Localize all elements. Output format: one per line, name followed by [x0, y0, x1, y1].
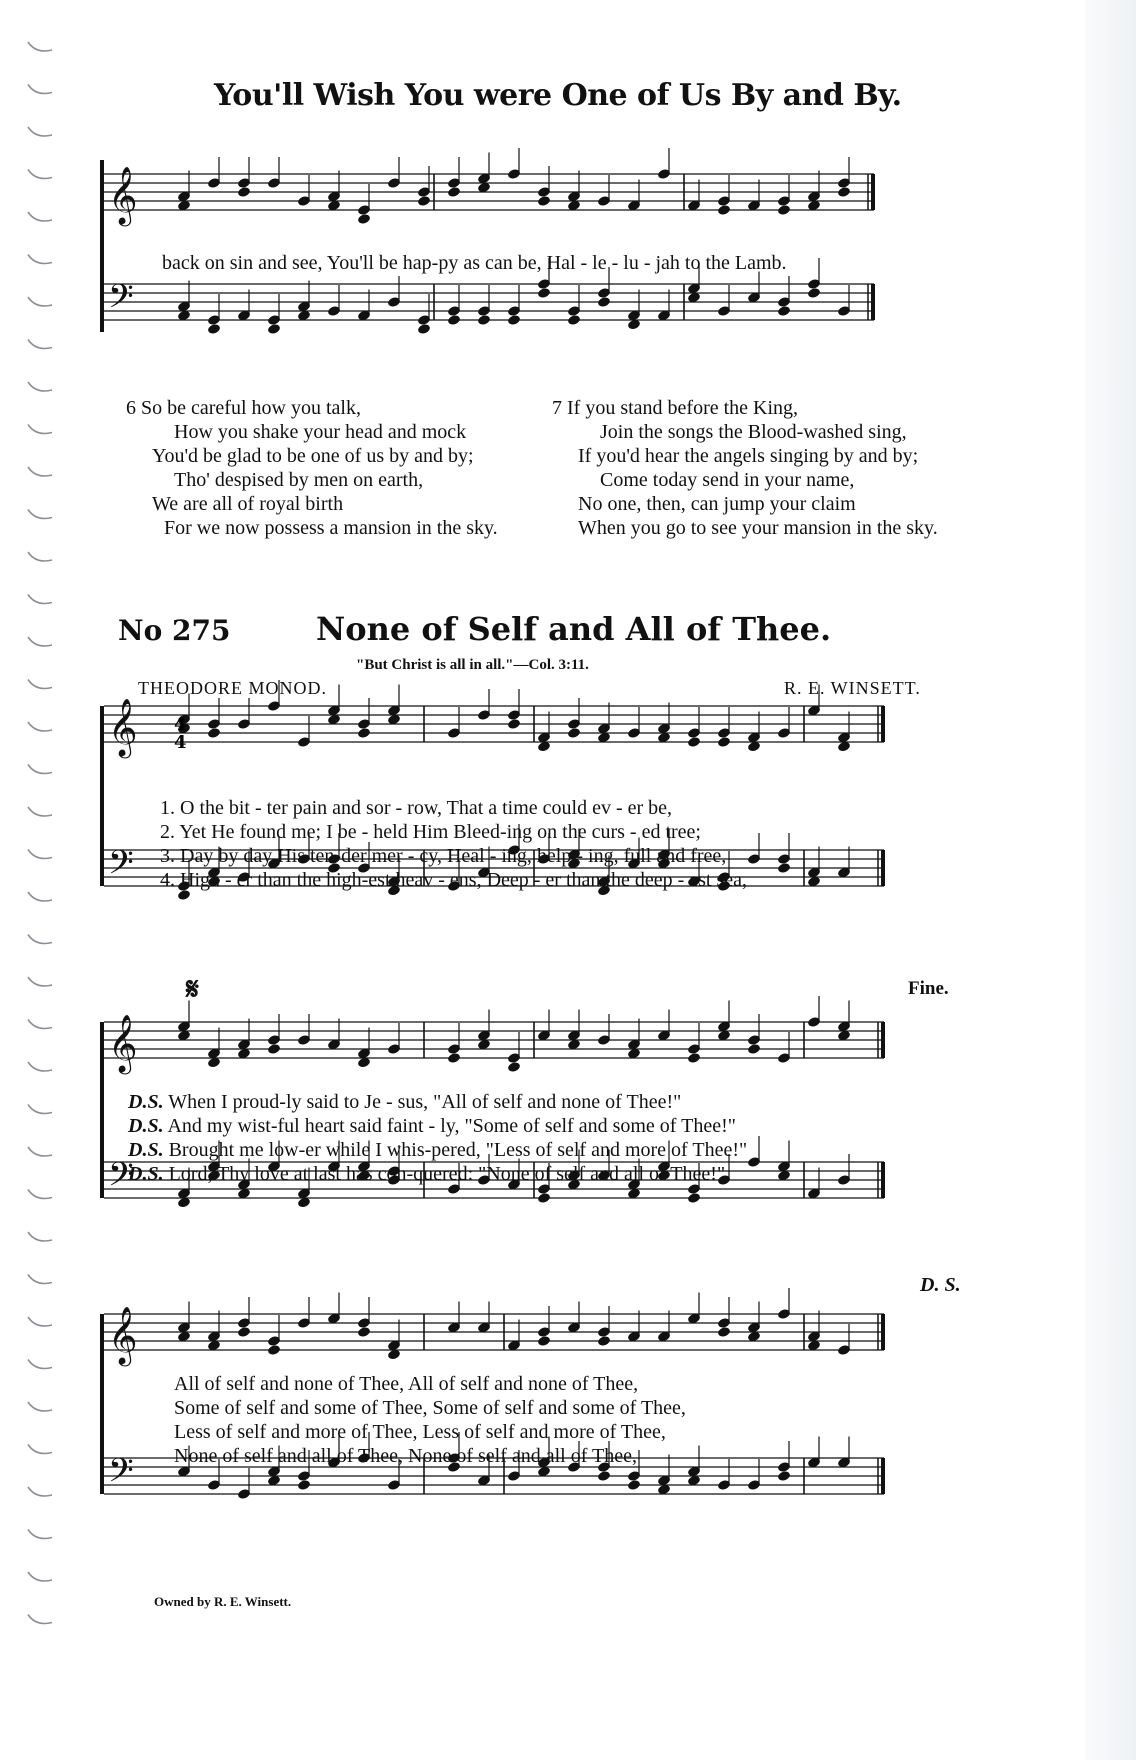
- fine-marker: Fine.: [908, 978, 949, 999]
- note-head: [537, 1335, 551, 1347]
- note-head: [207, 323, 221, 335]
- note-head: [747, 1043, 761, 1055]
- time-signature: 4: [174, 732, 187, 753]
- verse6-line: How you shake your head and mock: [174, 421, 467, 443]
- binding-ring: [28, 977, 52, 986]
- refrain-line: Less of self and more of Thee, Less of self and more of Thee,: [174, 1421, 666, 1443]
- note-head: [357, 1326, 371, 1338]
- binding-ring: [28, 1445, 52, 1454]
- note-head: [417, 195, 431, 207]
- binding-ring: [28, 1147, 52, 1156]
- binding-ring: [28, 467, 52, 476]
- hymn1-title: You'll Wish You were One of Us By and By.: [214, 78, 902, 113]
- verse6-line: 6 So be careful how you talk,: [126, 397, 361, 419]
- note-head: [477, 314, 491, 326]
- note-head: [597, 1470, 611, 1482]
- bass-clef-icon: 𝄢: [108, 1156, 134, 1202]
- binding-ring: [28, 340, 52, 349]
- binding-ring: [28, 297, 52, 306]
- note-head: [237, 186, 251, 198]
- treble-clef-icon: 𝄞: [108, 1306, 138, 1364]
- ds-line: [128, 1138, 747, 1162]
- bass-clef-icon: 𝄢: [108, 1452, 134, 1498]
- note-head: [237, 1326, 251, 1338]
- time-signature: 4: [174, 714, 187, 735]
- note-head: [777, 204, 791, 216]
- binding-ring: [28, 722, 52, 731]
- hymn1-verse-6: [126, 396, 498, 540]
- binding-ring: [28, 1530, 52, 1539]
- verse-line: 1. O the bit - ter pain and sor - row, That a time could ev - er be,: [160, 797, 673, 819]
- refrain-line: None of self and all of Thee, None of self and all of Thee,: [174, 1445, 637, 1467]
- binding-ring: [28, 212, 52, 221]
- verse7-line: When you go to see your mansion in the sky.: [578, 517, 938, 539]
- note-head: [777, 862, 791, 874]
- hymn1-verse-7: [552, 396, 938, 540]
- hymn-number: No 275: [118, 614, 231, 647]
- lyricist-credit: THEODORE MONOD.: [138, 678, 327, 698]
- binding-ring: [28, 85, 52, 94]
- note-head: [687, 736, 701, 748]
- binding-rings: [22, 30, 62, 1650]
- note-head: [567, 314, 581, 326]
- ds-prefix: D.S.: [128, 1163, 164, 1185]
- verse6-line: We are all of royal birth: [152, 493, 344, 515]
- note-head: [687, 1052, 701, 1064]
- note-head: [717, 1326, 731, 1338]
- copyright-notice: Owned by R. E. Winsett.: [154, 1594, 292, 1609]
- spiral-binding: [22, 30, 62, 1650]
- composer-credit: R. E. WINSETT.: [784, 678, 921, 698]
- binding-ring: [28, 425, 52, 434]
- ds-line: [128, 1090, 747, 1114]
- ds-text: Lord, Thy love at last has con-quered: "None of self and all of Thee!": [163, 1163, 726, 1185]
- note-head: [357, 213, 371, 225]
- note-head: [807, 287, 821, 299]
- binding-ring: [28, 1487, 52, 1496]
- binding-ring: [28, 510, 52, 519]
- note-head: [687, 1192, 701, 1204]
- binding-ring: [28, 680, 52, 689]
- note-head: [717, 736, 731, 748]
- refrain-line: All of self and none of Thee, All of self and none of Thee,: [174, 1373, 639, 1395]
- ds-prefix: D.S.: [128, 1139, 164, 1161]
- note-head: [777, 305, 791, 317]
- note-head: [447, 1052, 461, 1064]
- note-head: [597, 1335, 611, 1347]
- binding-ring: [28, 595, 52, 604]
- note-head: [627, 1479, 641, 1491]
- note-head: [297, 1479, 311, 1491]
- binding-ring: [28, 1105, 52, 1114]
- note-head: [357, 727, 371, 739]
- binding-ring: [28, 765, 52, 774]
- note-head: [777, 1470, 791, 1482]
- verse7-line: Join the songs the Blood-washed sing,: [600, 421, 907, 443]
- ds-line: [128, 1114, 747, 1138]
- bass-clef-icon: 𝄢: [108, 278, 134, 324]
- ds-text: Brought me low-er while I whis-pered, "Less of self and more of Thee!": [163, 1139, 748, 1161]
- note-head: [597, 296, 611, 308]
- binding-ring: [28, 1232, 52, 1241]
- binding-ring: [28, 892, 52, 901]
- binding-ring: [28, 1360, 52, 1369]
- binding-ring: [28, 1275, 52, 1284]
- binding-ring: [28, 1062, 52, 1071]
- note-head: [507, 314, 521, 326]
- hymn2-verses: [160, 796, 747, 892]
- binding-ring: [28, 1615, 52, 1624]
- bass-clef-icon: 𝄢: [108, 844, 134, 890]
- binding-ring: [28, 935, 52, 944]
- binding-ring: [28, 1402, 52, 1411]
- treble-clef-icon: 𝄞: [108, 166, 138, 224]
- ds-lyrics: [128, 1090, 747, 1186]
- note-head: [837, 186, 851, 198]
- ds-marker: D. S.: [920, 1274, 961, 1296]
- note-head: [267, 323, 281, 335]
- verse7-line: If you'd hear the angels singing by and by;: [578, 445, 919, 467]
- note-head: [567, 727, 581, 739]
- refrain-line: Some of self and some of Thee, Some of self and some of Thee,: [174, 1397, 686, 1419]
- page-edge-shadow: [1085, 0, 1136, 1760]
- note-head: [717, 204, 731, 216]
- binding-ring: [28, 42, 52, 51]
- note-head: [207, 727, 221, 739]
- binding-ring: [28, 127, 52, 136]
- scripture-reference: "But Christ is all in all."—Col. 3:11.: [356, 657, 589, 673]
- note-head: [447, 186, 461, 198]
- note-head: [537, 1192, 551, 1204]
- note-head: [417, 323, 431, 335]
- binding-ring: [28, 552, 52, 561]
- verse-line: 2. Yet He found me; I be - held Him Bleed-ing on the curs - ed tree;: [160, 821, 701, 843]
- ds-text: When I proud-ly said to Je - sus, "All of self and none of Thee!": [163, 1091, 682, 1113]
- treble-clef-icon: 𝄞: [108, 1014, 138, 1072]
- binding-ring: [28, 1572, 52, 1581]
- binding-ring: [28, 637, 52, 646]
- verse6-line: Tho' despised by men on earth,: [174, 469, 424, 491]
- segno-sign: 𝄋: [186, 972, 199, 1007]
- note-head: [507, 1061, 521, 1073]
- note-head: [447, 314, 461, 326]
- note-head: [537, 287, 551, 299]
- refrain-lyrics: [174, 1372, 686, 1468]
- treble-clef-icon: 𝄞: [108, 698, 138, 756]
- note-head: [267, 1344, 281, 1356]
- verse-line: 3. Day by day His ten-der mer - cy, Heal - ing, help - ing, full and free,: [160, 845, 727, 867]
- verse6-line: You'd be glad to be one of us by and by;: [152, 445, 474, 467]
- ds-line: [128, 1162, 747, 1186]
- ds-text: And my wist-ful heart said faint - ly, "Some of self and some of Thee!": [163, 1115, 736, 1137]
- binding-ring: [28, 850, 52, 859]
- binding-ring: [28, 170, 52, 179]
- binding-ring: [28, 1317, 52, 1326]
- binding-ring: [28, 1190, 52, 1199]
- hymn2-title: None of Self and All of Thee.: [316, 610, 832, 648]
- binding-ring: [28, 1020, 52, 1029]
- binding-ring: [28, 382, 52, 391]
- verse6-line: For we now possess a mansion in the sky.: [164, 517, 498, 539]
- verse7-line: No one, then, can jump your claim: [578, 493, 856, 515]
- verse7-line: 7 If you stand before the King,: [552, 397, 799, 419]
- binding-ring: [28, 255, 52, 264]
- note-head: [537, 195, 551, 207]
- ds-prefix: D.S.: [128, 1091, 164, 1113]
- note-head: [507, 718, 521, 730]
- hymn1-refrain-lyric: back on sin and see, You'll be hap-py as can be, Hal - le - lu - jah to the Lamb.: [162, 252, 787, 274]
- verse-line: 4. High - er than the high-est heav - ens, Deep - er than the deep - est sea,: [160, 869, 748, 891]
- binding-ring: [28, 807, 52, 816]
- verse7-line: Come today send in your name,: [600, 469, 855, 491]
- note-head: [267, 1043, 281, 1055]
- ds-prefix: D.S.: [128, 1115, 164, 1137]
